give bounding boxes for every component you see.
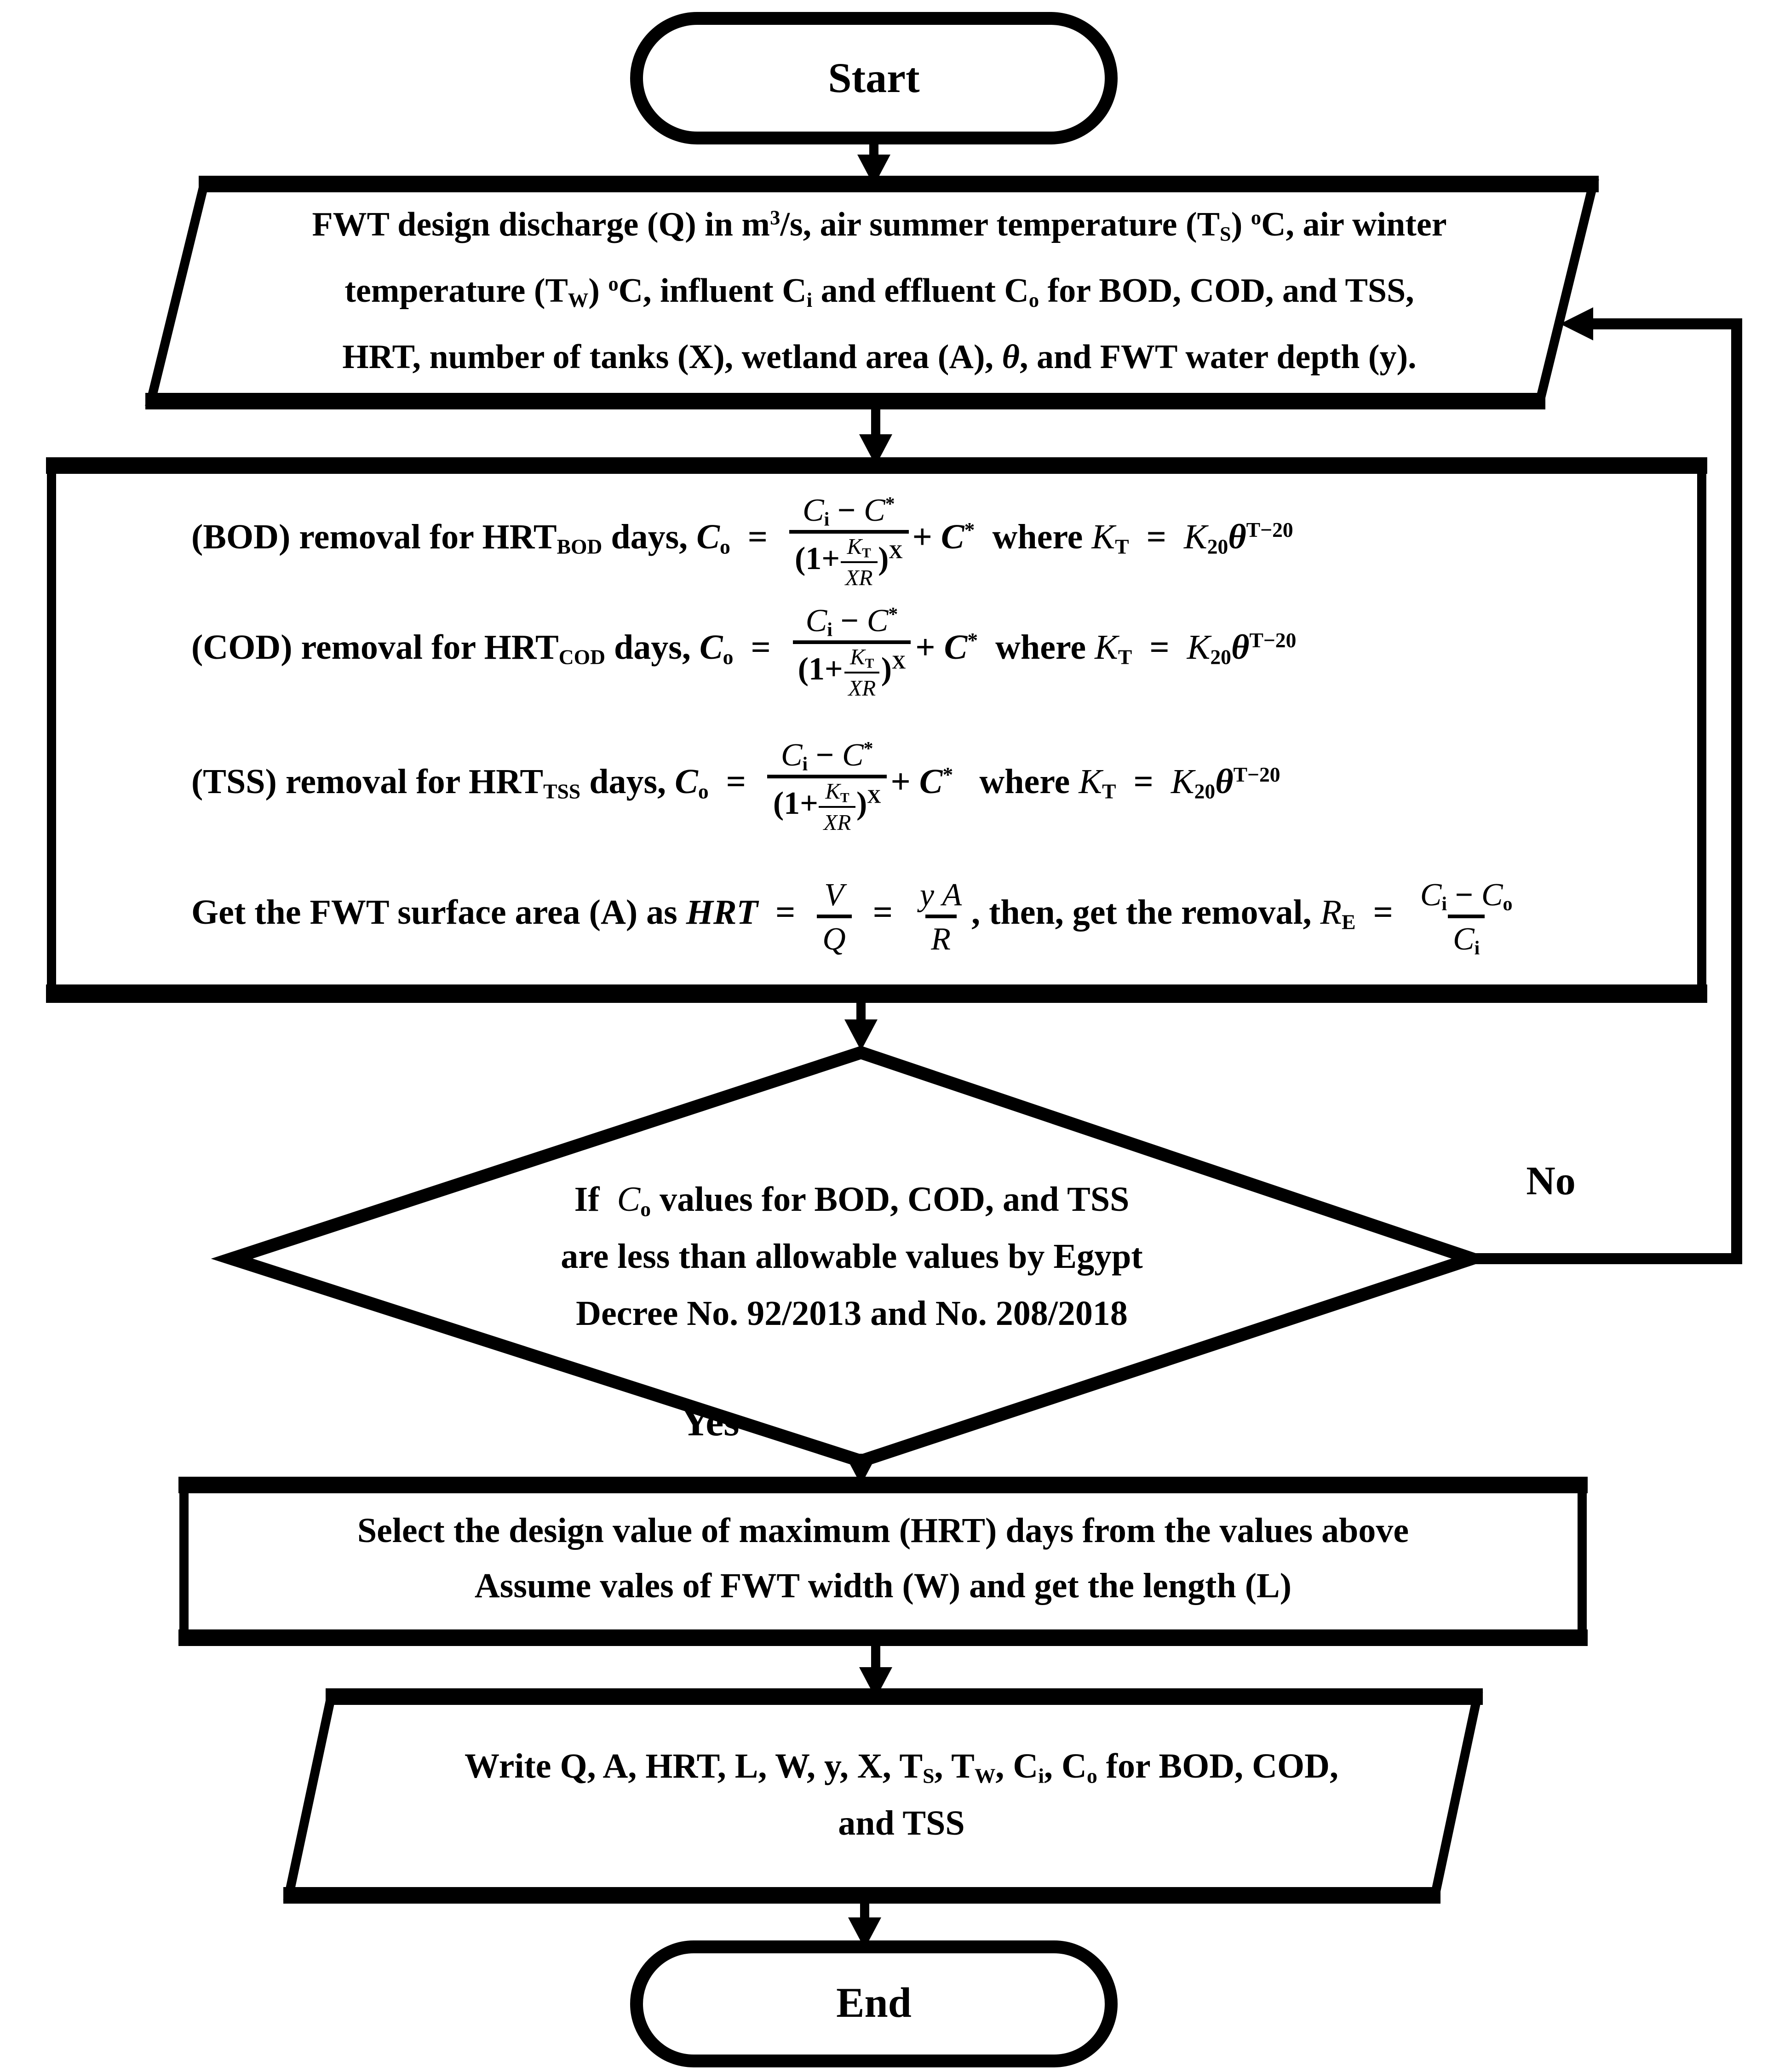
process-line-area: Get the FWT surface area (A) as HRT = $\frac{V}{Q}$ = $\frac{\text{y A}}{R}$ , then, get the removal, RE = $\frac{Ci - Co}{Ci}$ — [191, 875, 1513, 959]
arrow-process-to-decision — [844, 996, 878, 1051]
no-label: No — [1526, 1157, 1576, 1203]
select-line: Select the design value of maximum (HRT) days from the values above — [357, 1513, 1409, 1551]
select-line: Assume vales of FWT width (W) and get the length (L) — [474, 1568, 1292, 1606]
decision-text — [300, 1172, 1404, 1343]
input-line: temperature (TW) $^o$C, influent Ci and effluent Co for BOD, COD, and TSS, — [344, 274, 1414, 313]
input-text — [162, 193, 1597, 392]
decision-line: If Co values for BOD, COD, and TSS — [574, 1181, 1130, 1222]
input-line: HRT, number of tanks (X), wetland area (A), θ, and FWT water depth (y). — [342, 340, 1417, 377]
end-label: End — [836, 1980, 912, 2026]
output-line: and TSS — [838, 1805, 965, 1844]
process-line-bod: (BOD) removal for HRTBOD days, Co = Ci − C* (1+ $\frac{KT}{XR}$ )$^X$ + C* where KT = $K20\theta^{T-20}$ — [191, 490, 1293, 590]
output-text — [294, 1739, 1509, 1853]
yes-label: Yes — [681, 1399, 740, 1445]
arrow-input-to-process — [859, 403, 892, 466]
output-line: Write Q, A, HRT, L, W, y, X, TS, TW, Ci, Co for BOD, COD, — [465, 1748, 1338, 1789]
start-label: Start — [828, 54, 920, 100]
input-line: FWT design discharge (Q) in $m^3/s$, air summer temperature (TS) $^o$C, air winter — [312, 207, 1447, 247]
process-line-cod: (COD) removal for HRTCOD days, Co = Ci − C* (1+ $\frac{KT}{XR}$ )$^X$ + C* where KT = $K20\theta^{T-20}$ — [191, 601, 1297, 701]
decision-line: Decree No. 92/2013 and No. 208/2018 — [576, 1295, 1128, 1334]
select-text — [191, 1505, 1575, 1616]
decision-line: are less than allowable values by Egypt — [561, 1238, 1143, 1277]
process-line-tss: (TSS) removal for HRTTSS days, Co = Ci − C* (1+ $\frac{KT}{XR}$ )$^X$ + C* where KT = $K20\theta^{T-20}$ — [191, 735, 1280, 835]
